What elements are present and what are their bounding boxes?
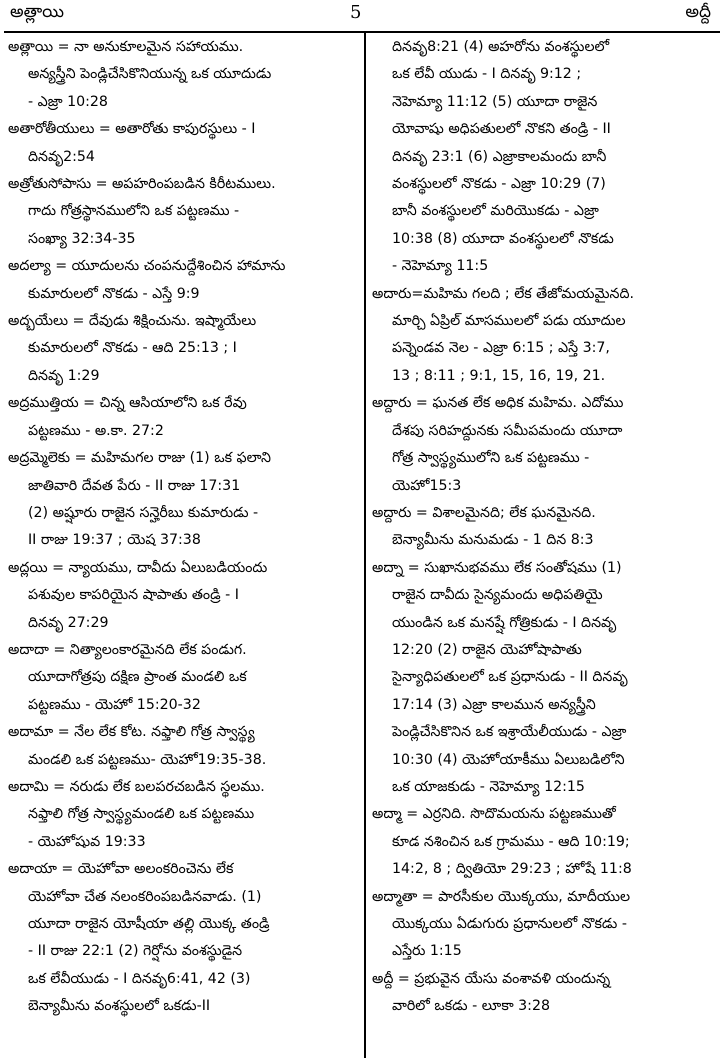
dictionary-entry bbox=[8, 253, 360, 308]
entry-text-line: సంఖ్యా 32:34-35 bbox=[28, 230, 136, 247]
entry-text-line: 10:38 (8) యూదా వంశస్థులలో నొకడు bbox=[392, 230, 614, 247]
entry-text-line: యొక్కయు ఏడుగురు ప్రధానులలో నొకడు - bbox=[392, 916, 627, 932]
entry-text-line: ఎస్తేరు 1:15 bbox=[392, 943, 462, 960]
entry-headword-line: అద్రముత్తియ = చిన్న ఆసియాలోని ఒక రేవు bbox=[8, 395, 247, 412]
entry-text-line: నఫ్తాలి గోత్ర స్వాస్థ్యమండలి ఒక పట్టణము bbox=[28, 806, 255, 823]
entry-headword-line: అత్లాయి = నా అనుకూలమైన సహాయము. bbox=[8, 39, 244, 55]
left-column bbox=[8, 34, 360, 1021]
entry-headword-line: అద్దారు = విశాలమైనది; లేక ఘనమైనది. bbox=[372, 504, 596, 521]
entry-text-line: నెహెమ్యా 11:12 (5) యూదా రాజైన bbox=[392, 93, 598, 110]
page-header bbox=[0, 0, 723, 30]
entry-text-line: దినవృ 23:1 (6) ఎజ్రాకాలమందు బానీ bbox=[392, 148, 607, 165]
column-divider bbox=[364, 33, 366, 1058]
dictionary-entry bbox=[372, 390, 714, 500]
entry-text-line: కుమారులలో నొకడు - ఆది 25:13 ; I bbox=[28, 340, 237, 357]
entry-text-line: బానీ వంశస్థులలో మరియొకడు - ఎజ్రా bbox=[392, 203, 599, 220]
dictionary-entry bbox=[372, 801, 714, 883]
dictionary-entry bbox=[372, 884, 714, 966]
entry-text-line: దినవృ 1:29 bbox=[28, 367, 100, 384]
entry-text-line: యూదా రాజైన యోషీయా తల్లి యొక్క తండ్రి bbox=[28, 916, 270, 932]
dictionary-entry bbox=[8, 445, 360, 555]
entry-text-line: యెహో15:3 bbox=[392, 477, 462, 494]
entry-text-line: కుమారులలో నొకడు - ఎస్తే 9:9 bbox=[28, 285, 200, 302]
entry-text-line: బెన్యామీను వంశస్థులలో ఒకడు-II bbox=[28, 998, 211, 1015]
entry-text-line: పశువుల కాపరియైన షాపాతు తండ్రి - I bbox=[28, 587, 239, 604]
entry-text-line: ఒక లేవీయుడు - I దినవృ6:41, 42 (3) bbox=[28, 970, 251, 987]
entry-text-line: దినవృ8:21 (4) అహరోను వంశస్థులలో bbox=[392, 39, 610, 55]
entry-text-line: గోత్ర స్వాస్థ్యములోని ఒక పట్టణము - bbox=[392, 450, 590, 467]
dictionary-entry bbox=[372, 34, 714, 281]
entry-text-line: కూడ నశించిన ఒక గ్రామము - ఆది 10:19; bbox=[392, 833, 630, 850]
entry-text-line: మార్చి ఏప్రిల్ మాసములలో పడు యూదుల bbox=[392, 313, 626, 330]
page-number: 5 bbox=[350, 2, 362, 23]
header-left-word: అత్లాయి bbox=[10, 2, 65, 22]
entry-headword-line: అద్బయేలు = దేవుడు శిక్షించును. ఇష్మాయేలు bbox=[8, 313, 257, 330]
entry-headword-line: అద్లయి = న్యాయము, దావీదు ఏలుబడియందు bbox=[8, 559, 268, 576]
entry-text-line: యోవాషు అధిపతులలో నొకని తండ్రి - II bbox=[392, 121, 611, 138]
dictionary-entry bbox=[8, 719, 360, 774]
entry-text-line: 14:2, 8 ; ద్వితియో 29:23 ; హోషే 11:8 bbox=[392, 861, 632, 878]
entry-headword-line: అద్మాతా = పారసీకుల యొక్కయు, మాదీయుల bbox=[372, 888, 631, 905]
entry-text-line: వంశస్థులలో నొకడు - ఎజ్రా 10:29 (7) bbox=[392, 176, 606, 193]
entry-headword-line: అదామా = నేల లేక కోట. నఫ్తాలి గోత్ర స్వాస్థ్య bbox=[8, 724, 255, 741]
dictionary-entry bbox=[372, 500, 714, 555]
dictionary-entry bbox=[372, 555, 714, 802]
entry-headword-line: అదాయా = యెహోవా అలంకరించెను లేక bbox=[8, 861, 234, 878]
entry-text-line: - ఎజ్రా 10:28 bbox=[28, 93, 108, 110]
dictionary-entry bbox=[8, 555, 360, 637]
entry-text-line: సైన్యాధిపతులలో ఒక ప్రధానుడు - II దినవృ bbox=[392, 669, 628, 686]
entry-text-line: ఒక లేవీ యుడు - I దినవృ 9:12 ; bbox=[392, 66, 582, 83]
entry-text-line: యూదాగోత్రపు దక్షిణ ప్రాంత మండలి ఒక bbox=[28, 669, 247, 686]
entry-text-line: (2) అష్షూరు రాజైన సన్హెరీబు కుమారుడు - bbox=[28, 504, 259, 521]
dictionary-entry bbox=[8, 774, 360, 856]
entry-text-line: 10:30 (4) యెహోయాకీము ఏలుబడిలోని bbox=[392, 751, 625, 768]
entry-text-line: II రాజు 19:37 ; యెష 37:38 bbox=[28, 532, 201, 549]
dictionary-entry bbox=[8, 34, 360, 116]
entry-text-line: బెన్యామీను మనుమడు - 1 దిన 8:3 bbox=[392, 532, 594, 549]
entry-text-line: యెహోవా చేత నలంకరింపబడినవాడు. (1) bbox=[28, 888, 262, 905]
entry-text-line: పెండ్లిచేసికొనిన ఒక ఇశ్రాయేలీయుడు - ఎజ్రా bbox=[392, 724, 627, 741]
entry-headword-line: అద్మా = ఎర్రనిది. సొదొమయను పట్టణముతో bbox=[372, 806, 616, 823]
entry-text-line: దేశపు సరిహద్దునకు సమీపమందు యూదా bbox=[392, 422, 623, 439]
dictionary-entry bbox=[8, 116, 360, 171]
entry-headword-line: అదారు=మహిమ గలది ; లేక తేజోమయమైనది. bbox=[372, 285, 635, 302]
dictionary-entry bbox=[8, 308, 360, 390]
entry-text-line: - నెహెమ్యా 11:5 bbox=[392, 258, 489, 275]
entry-text-line: వారిలో ఒకడు - లూకా 3:28 bbox=[392, 998, 551, 1015]
entry-text-line: ఒక యాజకుడు - నెహెమ్యా 12:15 bbox=[392, 778, 585, 795]
entry-text-line: 12:20 (2) రాజైన యెహోషాపాతు bbox=[392, 641, 582, 658]
dictionary-entry bbox=[372, 966, 714, 1021]
right-column bbox=[372, 34, 714, 1021]
entry-text-line: గాదు గోత్రస్థానములోని ఒక పట్టణము - bbox=[28, 203, 240, 220]
entry-headword-line: అదల్యా = యూదులను చంపనుద్దేశించిన హామాను bbox=[8, 258, 286, 275]
dictionary-entry bbox=[8, 856, 360, 1020]
entry-text-line: యుండిన ఒక మనష్షే గోత్రికుడు - I దినవృ bbox=[392, 614, 617, 631]
dictionary-entry bbox=[8, 390, 360, 445]
entry-text-line: 17:14 (3) ఎజ్రా కాలమున అన్యస్త్రీని bbox=[392, 696, 596, 713]
header-rule bbox=[4, 31, 720, 33]
entry-text-line: 13 ; 8:11 ; 9:1, 15, 16, 19, 21. bbox=[392, 367, 606, 384]
entry-text-line: అన్యస్త్రీని పెండ్లిచేసికొనియున్న ఒక యూదుడు bbox=[28, 66, 272, 83]
entry-headword-line: అదామి = నరుడు లేక బలపరచబడిన స్థలము. bbox=[8, 778, 265, 795]
entry-headword-line: అత్రోతుసోపాసు = అపహరింపబడిన కిరీటములు. bbox=[8, 176, 276, 193]
entry-text-line: దినవృ 27:29 bbox=[28, 614, 109, 631]
entry-headword-line: అద్రమ్మెలెకు = మహిమగల రాజు (1) ఒక ఫలాని bbox=[8, 450, 271, 467]
entry-headword-line: అద్నా = సుఖానుభవము లేక సంతోషము (1) bbox=[372, 559, 622, 576]
entry-text-line: పట్టణము - యెహో 15:20-32 bbox=[28, 696, 201, 713]
entry-text-line: దినవృ2:54 bbox=[28, 148, 95, 165]
entry-text-line: మండలి ఒక పట్టణము- యెహో19:35-38. bbox=[28, 751, 267, 768]
entry-text-line: పన్నెండవ నెల - ఎజ్రా 6:15 ; ఎస్తే 3:7, bbox=[392, 340, 610, 357]
entry-headword-line: అదాదా = నిత్యాలంకారమైనది లేక పండుగ. bbox=[8, 641, 247, 658]
entry-headword-line: అతారోతీయులు = అతారోతు కాపురస్థులు - I bbox=[8, 121, 256, 138]
entry-headword-line: అద్దీ = ప్రభువైన యేసు వంశావళి యందున్న bbox=[372, 970, 611, 987]
entry-text-line: జాతివారి దేవత పేరు - II రాజు 17:31 bbox=[28, 477, 241, 494]
entry-text-line: పట్టణము - అ.కా. 27:2 bbox=[28, 422, 164, 439]
dictionary-entry bbox=[8, 637, 360, 719]
dictionary-entry bbox=[8, 171, 360, 253]
entry-text-line: రాజైన దావీదు సైన్యమందు అధిపతియై bbox=[392, 587, 603, 604]
entry-headword-line: అద్దారు = ఘనత లేక అధిక మహిమ. ఎదోము bbox=[372, 395, 624, 412]
header-right-word: అద్దీ bbox=[685, 2, 711, 22]
entry-text-line: - II రాజు 22:1 (2) గెర్షోను వంశస్థుడైన bbox=[28, 943, 243, 960]
entry-text-line: - యెహోషువ 19:33 bbox=[28, 833, 146, 850]
dictionary-entry bbox=[372, 281, 714, 391]
